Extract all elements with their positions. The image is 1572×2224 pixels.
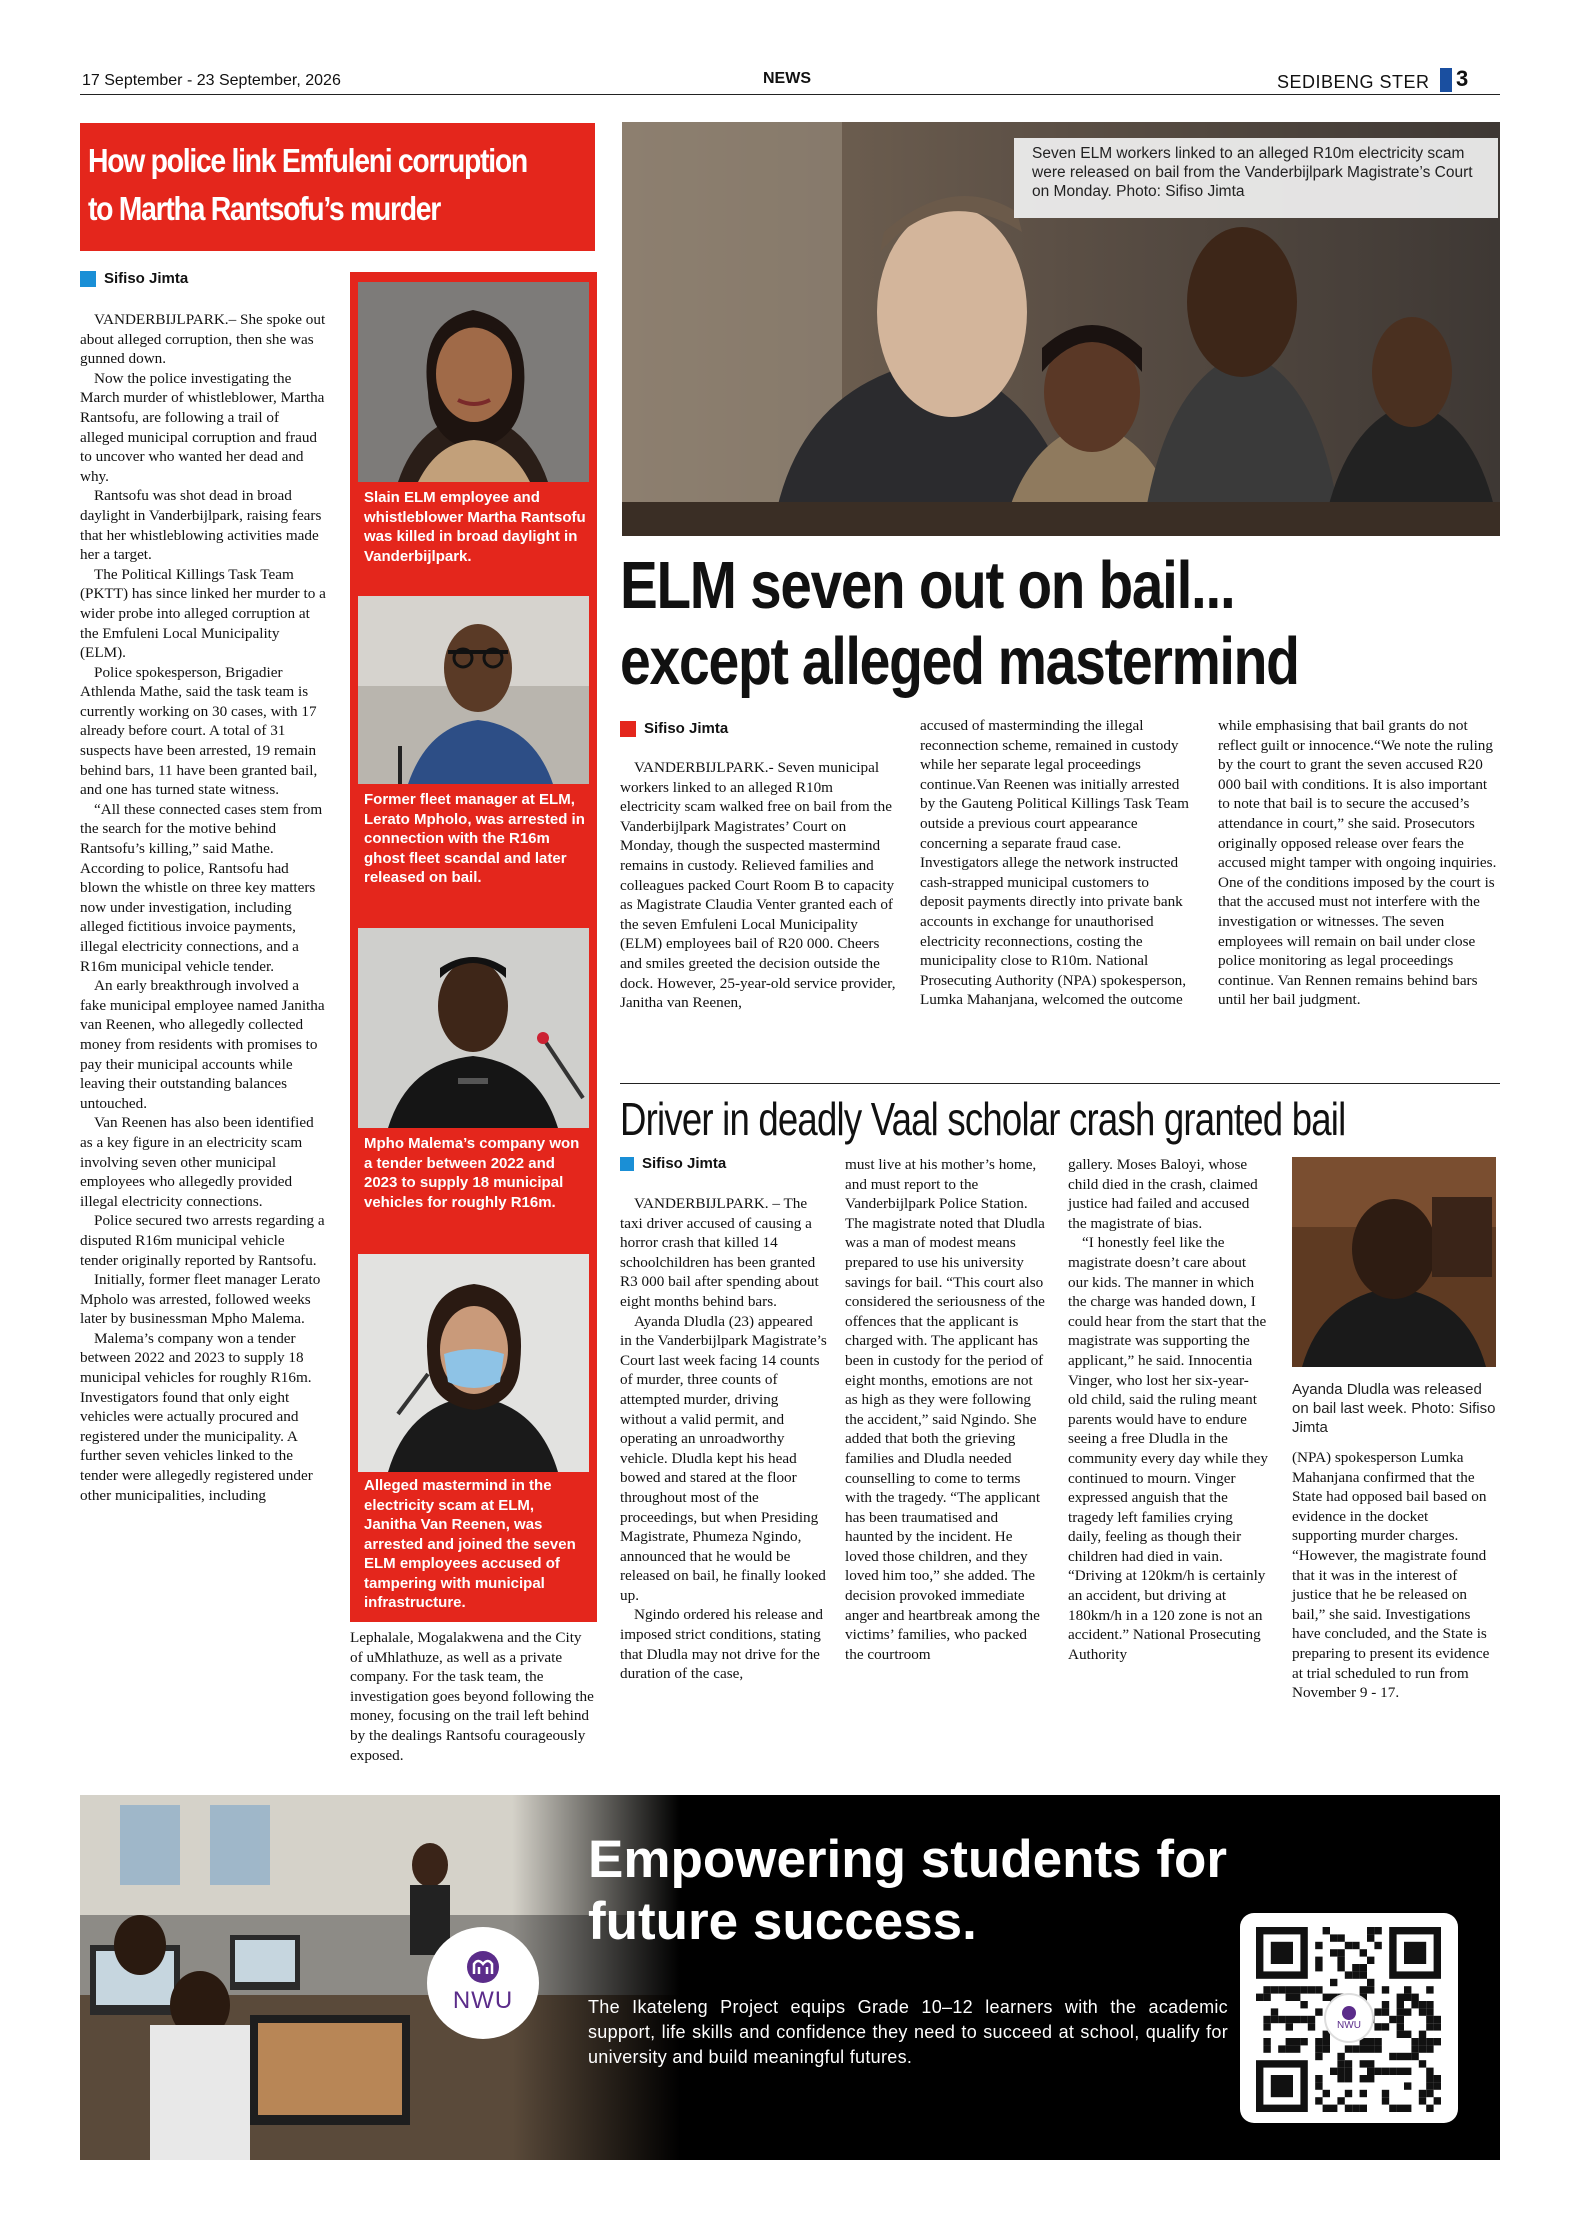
byline-square-icon bbox=[620, 721, 636, 737]
main-article-col1 bbox=[620, 758, 896, 1013]
driver-col3-p2: “I honestly feel like the magistrate doesn’t care about our kids. The manner in which the charge was handed down, I could hear from the start that the magistrate was supporting the applicant,” he said. Innocentia Vinger, who lost her six-year-old child, said the ruling meant parents would have to endure seeing a free Dludla in the community every day while they continued to mourn. Vinger expressed anguish that the tragedy left families crying daily, feeling as though their children had died in vain. “Driving at 120km/h is certainly an accident, but driving at 180km/h in a 120 zone is not an accident.” National Prosecuting Authority bbox=[1068, 1234, 1268, 1663]
court-photo-caption bbox=[1014, 138, 1498, 218]
main-col1-paragraph: VANDERBIJLPARK.- Seven municipal workers linked to an alleged R10m electricity scam walked free on bail from the Vanderbijlpark Magistrates’ Court on Monday, though the suspected mastermind remains in custody. Relieved families and colleagues packed Court Room B to capacity as Magistrate Claudia Venter granted each of the seven Emfuleni Local Municipality (ELM) employees bail of R20 000. Cheers and smiles greeted the decision outside the dock. However, 25-year-old service provider, Janitha van Reenen, bbox=[620, 759, 896, 1012]
photo-janitha-van-reenen bbox=[358, 1254, 589, 1472]
driver-col2-paragraph: must live at his mother’s home, and must report to the Vanderbijlpark Police Station. The magistrate noted that Dludla was a man of modest means prepared to use his university savings for bail. “This court also considered the seriousness of the offences that the applicant is charged with. The applicant has been in custody for the period of eight months, emotions are not as high as they were following the accident,” said Ngindo. She added that both the grieving families and Dludla needed counselling to come to terms with the tragedy. “The applicant has been traumatised and haunted by the incident. He loved those children, and they loved him too,” she added. The decision provoked immediate anger and heartbreak among the victims’ families, who packed the courtroom bbox=[845, 1156, 1045, 1663]
main-headline-line1: ELM seven out on bail... bbox=[620, 548, 1235, 623]
main-byline-name: Sifiso Jimta bbox=[644, 720, 729, 737]
caption-lerato: Former fleet manager at ELM, Lerato Mpholo, was arrested in connection with the R16m ghost fleet scandal and later released on bail. bbox=[364, 791, 585, 886]
header-rule bbox=[80, 94, 1500, 95]
driver-article-col2 bbox=[845, 1155, 1045, 1664]
court-photo-caption-text: Seven ELM workers linked to an alleged R10m electricity scam were released on bail from the Vanderbijlpark Magistrate’s Court on Monday. Photo: Sifiso Jimta bbox=[1032, 145, 1473, 200]
main-article-col2 bbox=[920, 716, 1196, 1010]
left-col1-paragraph: “All these connected cases stem from the search for the motive behind Rantsofu’s killing,” said Mathe. According to police, Rantsofu had blown the whistle on three key matters now under investigation, including alleged fictitious invoice payments, illegal electricity connections, and a R16m municipal vehicle tender. bbox=[80, 800, 323, 975]
byline-square-icon bbox=[80, 271, 96, 287]
caption-mpho: Mpho Malema’s company won a tender between 2022 and 2023 to supply 18 municipal vehicles for roughly R16m. bbox=[364, 1135, 580, 1211]
driver-col3-p1: gallery. Moses Baloyi, whose child died in the crash, claimed justice had failed and accused the magistrate of bias. bbox=[1068, 1156, 1258, 1232]
left-col2-paragraph: Lephalale, Mogalakwena and the City of uMhlathuze, as well as a private company. For the task team, the investigation goes beyond following the money, focusing on the trail left behind by the dealings Rantsofu courageously exposed. bbox=[350, 1629, 594, 1764]
main-byline bbox=[620, 720, 728, 737]
header-section: NEWS bbox=[763, 70, 811, 87]
left-byline bbox=[80, 270, 188, 287]
main-article-col3 bbox=[1218, 716, 1500, 1010]
nwu-logo-text: NWU bbox=[452, 1987, 514, 2014]
left-col1-paragraph: Police secured two arrests regarding a disputed R16m municipal vehicle tender originally reported by Rantsofu. bbox=[80, 1212, 325, 1269]
driver-byline-name: Sifiso Jimta bbox=[642, 1155, 727, 1172]
driver-col4-paragraph: (NPA) spokesperson Lumka Mahanjana confirmed that the State had opposed bail based on evidence in the docket supporting murder charges. “However, the magistrate found that it was in the interest of justice that he be released on bail,” she said. Investigations have concluded, and the State is preparing to present its evidence at trial scheduled to run from November 9 - 17. bbox=[1292, 1449, 1490, 1702]
left-col1-paragraph: Police spokesperson, Brigadier Athlenda Mathe, said the task team is currently working on 30 cases, with 17 already before court. A total of 31 suspects have been arrested, 19 remain behind bars, 11 have been granted bail, and one has turned state witness. bbox=[80, 663, 318, 799]
driver-col1-p2: Ayanda Dludla (23) appeared in the Vanderbijlpark Magistrate’s Court last week facing 14 counts of murder, three counts of attempted murder, driving without a valid permit, and operating an unroadworthy vehicle. Dludla kept his head bowed and stared at the floor throughout most of the proceedings, but when Presiding Magistrate, Phumeza Ngindo, announced that he would be released on bail, he finally looked up. bbox=[620, 1312, 827, 1604]
driver-article-col1 bbox=[620, 1194, 828, 1684]
qr-code[interactable] bbox=[1240, 1913, 1458, 2123]
left-article-col1 bbox=[80, 310, 326, 1790]
photo-martha-rantsofu bbox=[358, 282, 589, 482]
left-col1-paragraph: Now the police investigating the March murder of whistleblower, Martha Rantsofu, are following a trail of alleged municipal corruption and fraud to uncover who wanted her dead and why. bbox=[80, 369, 325, 485]
qr-nwu-badge bbox=[1324, 1993, 1374, 2043]
ad-headline-line2: future success. bbox=[588, 1892, 977, 1951]
left-headline-line1: How police link Emfuleni corruption bbox=[88, 142, 527, 179]
left-col1-paragraph: The Political Killings Task Team (PKTT) has since linked her murder to a wider probe into alleged corruption at the Emfuleni Local Municipality (ELM). bbox=[80, 565, 326, 662]
byline-square-icon bbox=[620, 1157, 634, 1171]
left-col1-paragraph: Rantsofu was shot dead in broad daylight in Vanderbijlpark, raising fears that her whistleblowing activities made her a target. bbox=[80, 487, 322, 564]
nwu-logo bbox=[427, 1927, 539, 2039]
nwu-logo-emblem bbox=[467, 1951, 499, 1983]
photo-lerato-mpholo bbox=[358, 596, 589, 784]
left-article-col2-continuation bbox=[350, 1628, 597, 1765]
left-col1-paragraph: Malema’s company won a tender between 2022 and 2023 to supply 18 municipal vehicles for roughly R16m. Investigators found that only eight vehicles were actually procured and registered under the municipality. A further seven vehicles linked to the tender were allegedly registered under other municipalities, including bbox=[80, 1329, 313, 1504]
main-col2-paragraph: accused of masterminding the illegal reconnection scheme, remained in custody while her separate legal proceedings continue.Van Reenen was initially arrested by the Gauteng Political Killings Task Team outside a previous court appearance concerning a separate fraud case. Investigators allege the network instructed cash-strapped municipal customers to deposit payments directly into private bank accounts in exchange for unauthorised electricity reconnections, costing the municipality close to R10m. National Prosecuting Authority (NPA) spokesperson, Lumka Mahanjana, welcomed the outcome bbox=[920, 717, 1189, 1009]
caption-janitha: Alleged mastermind in the electricity scam at ELM, Janitha Van Reenen, was arrested and joined the seven ELM employees accused of tampering with municipal infrastructure. bbox=[364, 1477, 576, 1611]
qr-nwu-text: NWU bbox=[1337, 2019, 1361, 2031]
ayanda-photo-caption: Ayanda Dludla was released on bail last week. Photo: Sifiso Jimta bbox=[1292, 1381, 1496, 1436]
header-accent-bar bbox=[1440, 68, 1452, 92]
driver-col1-p1: VANDERBIJLPARK. – The taxi driver accused of causing a horror crash that killed 14 schoolchildren has been granted R3 000 bail after spending about eight months behind bars. bbox=[620, 1195, 819, 1310]
left-col1-paragraph: An early breakthrough involved a fake municipal employee named Janitha van Reenen, who allegedly collected money from residents with promises to pay their municipal accounts while leaving their outstanding balances untouched. bbox=[80, 977, 325, 1112]
driver-article-col4 bbox=[1292, 1448, 1496, 1703]
driver-article-col3 bbox=[1068, 1155, 1268, 1664]
ad-headline-line1: Empowering students for bbox=[588, 1830, 1227, 1889]
main-article-rule bbox=[620, 1083, 1500, 1084]
main-headline-line2: except alleged mastermind bbox=[620, 624, 1299, 699]
left-col1-paragraph: Van Reenen has also been identified as a key figure in an electricity scam involving seven other municipal employees who allegedly provided illegal electricity connections. bbox=[80, 1114, 314, 1210]
nwu-advert bbox=[80, 1795, 1500, 2160]
driver-headline: Driver in deadly Vaal scholar crash granted bail bbox=[620, 1093, 1346, 1145]
photo-ayanda-dludla bbox=[1292, 1157, 1496, 1367]
header-date: 17 September - 23 September, 2026 bbox=[82, 72, 341, 89]
header-publication: SEDIBENG STER bbox=[1277, 72, 1430, 92]
photo-mpho-malema bbox=[358, 928, 589, 1128]
left-col1-paragraph: Initially, former fleet manager Lerato Mpholo was arrested, followed weeks later by businessman Mpho Malema. bbox=[80, 1271, 321, 1328]
left-headline-line2: to Martha Rantsofu’s murder bbox=[88, 190, 441, 227]
page-number: 3 bbox=[1456, 66, 1469, 91]
main-col3-paragraph: while emphasising that bail grants do not reflect guilt or innocence.“We note the ruling by the court to grant the seven accused R20 000 bail with conditions. It is also important to note that bail is to secure the accused’s attendance in court,” she said. Prosecutors originally opposed release over fears the accused might tamper with ongoing inquiries. One of the conditions imposed by the court is that the accused must not interfere with the investigation or witnesses. The seven employees will remain on bail under close police monitoring as legal proceedings continue. Van Rennen remains behind bars until her bail judgment. bbox=[1218, 717, 1497, 1009]
left-headline-box bbox=[80, 123, 595, 251]
left-col1-paragraph: VANDERBIJLPARK.– She spoke out about alleged corruption, then she was gunned down. bbox=[80, 311, 326, 368]
driver-col1-p3: Ngindo ordered his release and imposed strict conditions, stating that Dludla may not drive for the duration of the case, bbox=[620, 1606, 823, 1683]
driver-byline bbox=[620, 1155, 726, 1172]
ad-body-text: The Ikateleng Project equips Grade 10–12 learners with the academic support, life skills and confidence they need to succeed at school, qualify for university and build meaningful futures. bbox=[588, 1997, 1228, 2067]
caption-martha: Slain ELM employee and whistleblower Martha Rantsofu was killed in broad daylight in Vanderbijlpark. bbox=[364, 489, 586, 565]
qr-nwu-emblem bbox=[1342, 2006, 1356, 2020]
left-byline-name: Sifiso Jimta bbox=[104, 270, 189, 287]
